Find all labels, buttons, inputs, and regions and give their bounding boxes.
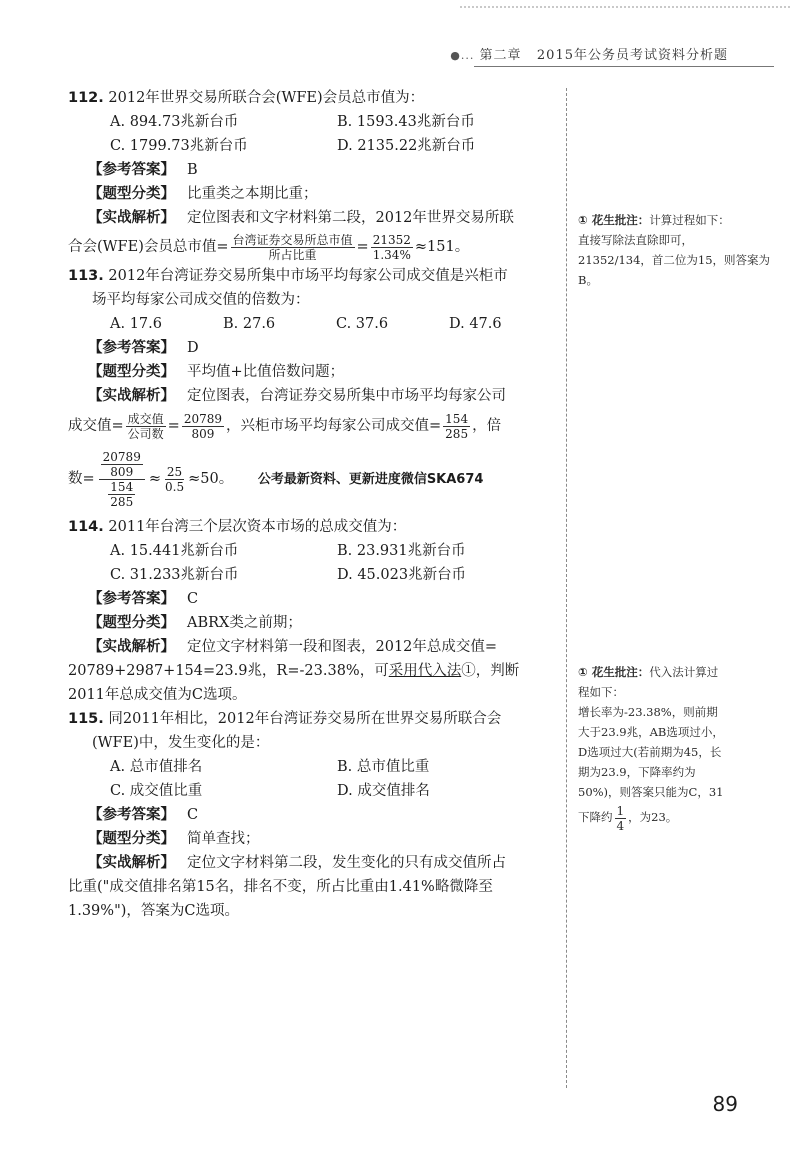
- margin-note-1: ① 花生批注：计算过程如下： 直接写除法直除即可， 21352/134，首二位为15，则答案为 B。: [578, 213, 771, 287]
- question-113-stem-cont: 场平均每家公司成交值的倍数为：: [92, 292, 310, 308]
- question-115-stem-cont: (WFE)中，发生变化的是：: [92, 735, 270, 751]
- compound-fraction-113: $\frac{20789}{809}$ 154 285: [99, 450, 145, 509]
- fraction-112-a: $\frac{\text{台湾证券交易所总市值}}{\text{所占比重}}$: [232, 232, 353, 262]
- analysis-115-line3: 1.39%")，答案为C选项。: [68, 903, 239, 919]
- margin-note-2: ① 花生批注：代入法计算过 程如下： 增长率为-23.38%，则前期 大于23.9兆，AB选项过小， D选项过大(若前期为45，长 期为23.9，下降率约为 50%)，则答案只能为C，31 下降约 $\frac{1}{4}$ ，为23。: [578, 665, 724, 833]
- question-115-stem: 115. 同2011年相比，2012年台湾证券交易所在世界交易所联合会: [68, 711, 502, 727]
- analysis-114-line2: 20789+2987+154=23.9兆，R=-23.38%，可采用代入法①，判断: [68, 663, 520, 679]
- option-113-b: B. 27.6: [223, 316, 276, 332]
- option-113-a: A. 17.6: [110, 316, 162, 332]
- margin-divider: [566, 88, 567, 1088]
- question-114-options-row1: [68, 539, 564, 563]
- watermark-text: 公考最新资料、更新进度微信SKA674: [257, 472, 484, 487]
- option-112-b: B. 1593.43兆新台币: [337, 114, 475, 130]
- analysis-113-line2: 成交值= $\frac{\text{成交值}}{\text{公司数}}$ = $\frac{20789}{809}$ ，兴柜市场平均每家公司成交值= $\frac{154}{285}$ ，倍: [68, 411, 502, 441]
- question-115-options-row1: [68, 755, 564, 779]
- analysis-112-line2: 合会(WFE)会员总市值= $\frac{\text{台湾证券交易所总市值}}{\text{所占比重}}$ = $\frac{21352}{1.34\%}$ ≈151。: [68, 232, 470, 262]
- type-112: 【题型分类】 比重类之本期比重；: [88, 186, 318, 202]
- question-112-options-row2: [68, 134, 564, 158]
- question-113-options: [68, 312, 564, 336]
- option-114-d: D. 45.023兆新台币: [337, 567, 467, 583]
- type-114: 【题型分类】 ABRX类之前期；: [88, 615, 302, 631]
- running-header: [450, 44, 728, 63]
- option-115-a: A. 总市值排名: [110, 759, 203, 775]
- question-115-options-row2: [68, 779, 564, 803]
- analysis-114-line1: 【实战解析】 定位文字材料第一段和图表，2012年总成交值=: [88, 639, 498, 655]
- header-title: 2015年公务员考试资料分析题: [536, 48, 728, 63]
- option-115-b: B. 总市值比重: [337, 759, 430, 775]
- option-115-d: D. 成交值排名: [337, 783, 430, 799]
- option-114-a: A. 15.441兆新台币: [110, 543, 239, 559]
- option-114-b: B. 23.931兆新台币: [337, 543, 466, 559]
- fraction-113-b: $\frac{20789}{809}$: [183, 411, 223, 441]
- answer-114: 【参考答案】 C: [88, 591, 199, 607]
- question-112-options-row1: [68, 110, 564, 134]
- option-114-c: C. 31.233兆新台币: [110, 567, 239, 583]
- header-rule: [474, 66, 774, 67]
- question-114-stem: 114. 2011年台湾三个层次资本市场的总成交值为：: [68, 519, 407, 535]
- option-112-a: A. 894.73兆新台币: [110, 114, 239, 130]
- option-112-d: D. 2135.22兆新台币: [337, 138, 476, 154]
- header-dots: ●...: [450, 49, 475, 62]
- question-114-options-row2: [68, 563, 564, 587]
- question-113-stem: 113. 2012年台湾证券交易所集中市场平均每家公司成交值是兴柜市: [68, 268, 508, 284]
- option-115-c: C. 成交值比重: [110, 783, 203, 799]
- fraction-113-d: $\frac{25}{0.5}$: [165, 464, 185, 494]
- analysis-114-line3: 2011年总成交值为C选项。: [68, 687, 247, 703]
- option-113-c: C. 37.6: [336, 316, 389, 332]
- fraction-112-b: $\frac{21352}{1.34\%}$: [372, 232, 411, 262]
- option-113-d: D. 47.6: [449, 316, 502, 332]
- analysis-115-line2: 比重("成交值排名第15名，排名不变，所占比重由1.41%略微降至: [68, 879, 493, 895]
- answer-113: 【参考答案】 D: [88, 340, 200, 356]
- top-dotted-rule: [460, 6, 790, 8]
- analysis-113-line1: 【实战解析】 定位图表，台湾证券交易所集中市场平均每家公司: [88, 388, 506, 404]
- type-115: 【题型分类】 简单查找；: [88, 831, 260, 847]
- analysis-115-line1: 【实战解析】 定位文字材料第二段，发生变化的只有成交值所占: [88, 855, 506, 871]
- question-112-stem: 112. 2012年世界交易所联合会(WFE)会员总市值为：: [68, 90, 425, 106]
- header-chapter: 第二章: [479, 48, 522, 63]
- analysis-112-line1: 【实战解析】 定位图表和文字材料第二段，2012年世界交易所联: [88, 210, 514, 226]
- option-112-c: C. 1799.73兆新台币: [110, 138, 248, 154]
- type-113: 【题型分类】 平均值+比值倍数问题；: [88, 364, 345, 380]
- answer-112: 【参考答案】 B: [88, 162, 199, 178]
- answer-115: 【参考答案】 C: [88, 807, 199, 823]
- main-column: [68, 86, 564, 923]
- page-number: 89: [712, 1092, 738, 1116]
- fraction-113-a: $\frac{\text{成交值}}{\text{公司数}}$: [127, 411, 164, 441]
- analysis-113-line3: 数= $\frac{20789}{809}$ 154 285 ≈ $\frac{25}{0.5}$ ≈50。 公考最新资料、更新进度微信SKA674: [68, 449, 484, 509]
- note-fraction: $\frac{1}{4}$: [616, 803, 625, 833]
- fraction-113-c: $\frac{154}{285}$: [445, 411, 469, 441]
